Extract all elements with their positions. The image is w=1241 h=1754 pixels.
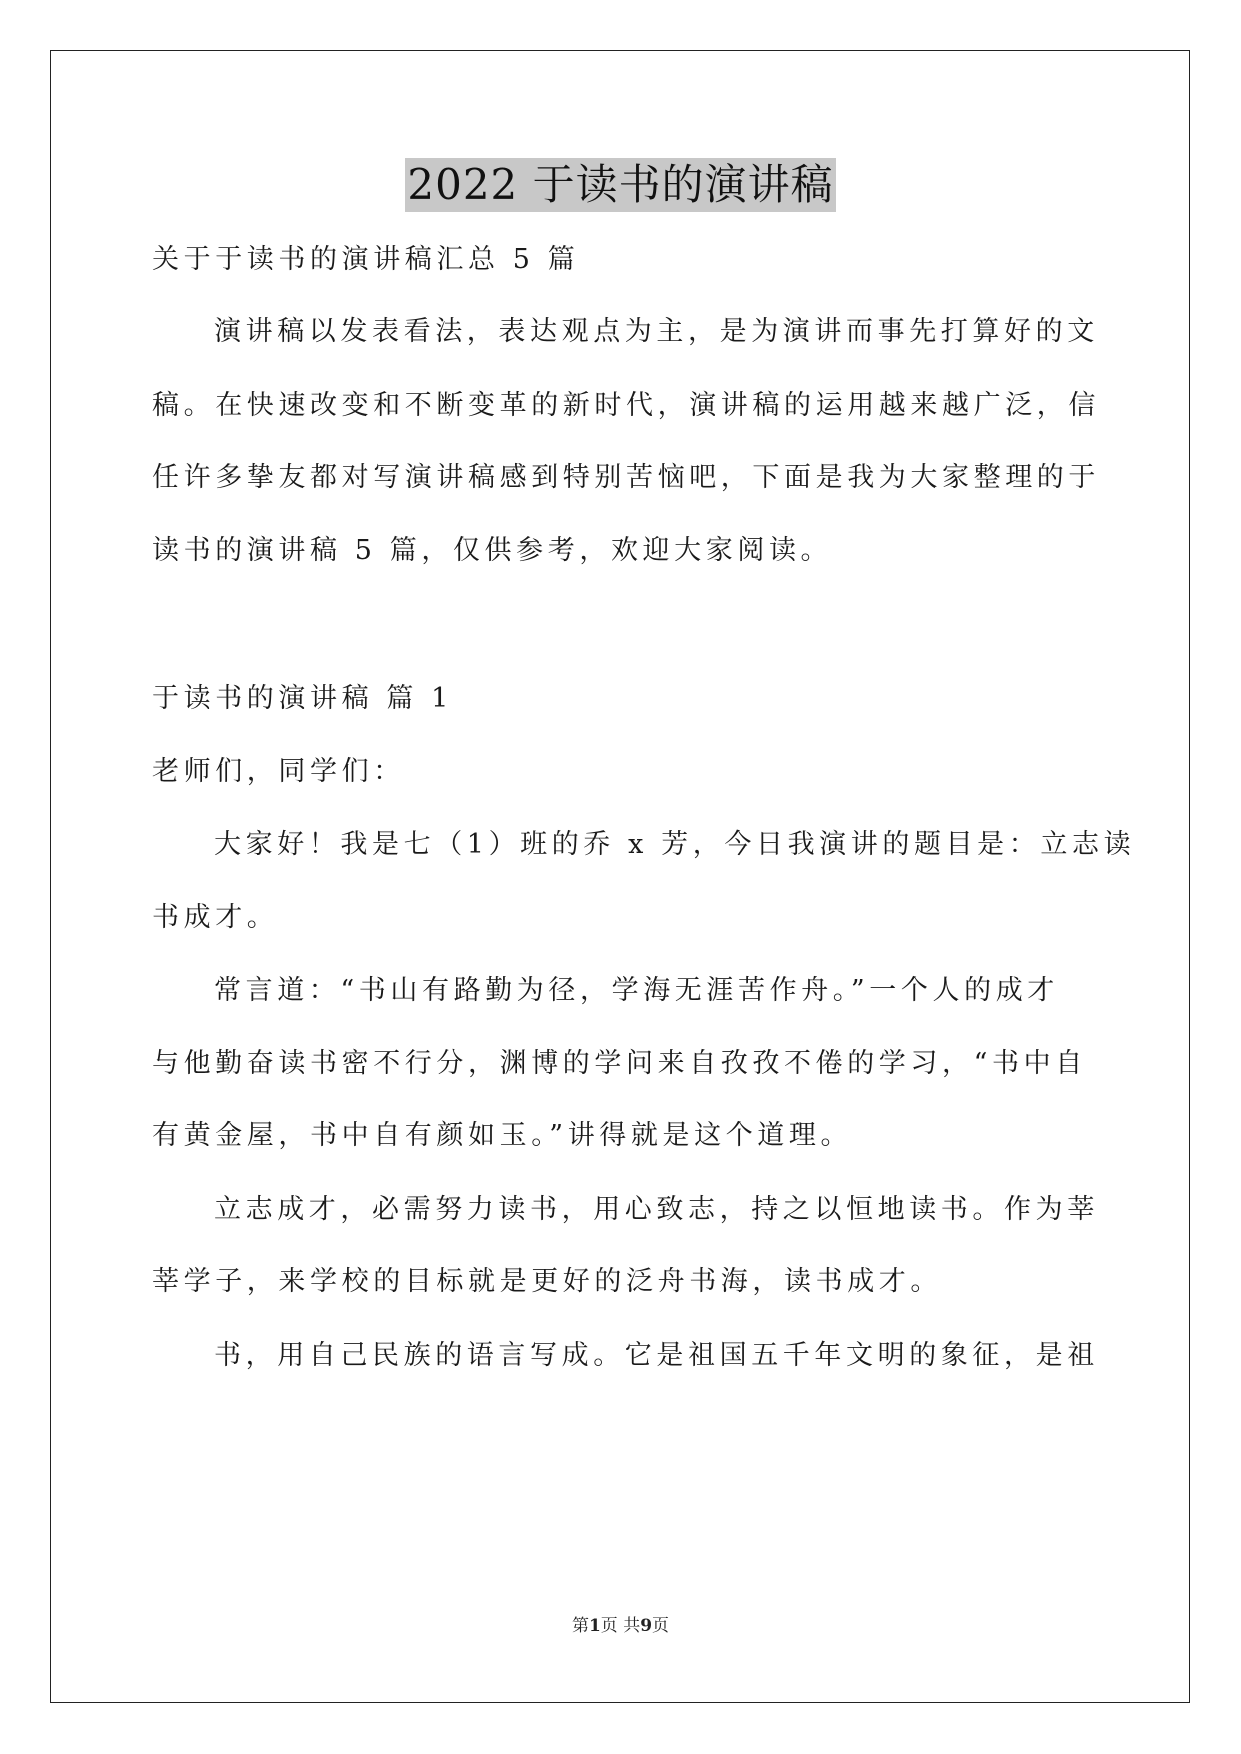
body-line: 书成才。: [152, 902, 279, 933]
page-total: 9: [640, 1616, 653, 1636]
document-title-container: [0, 158, 1241, 212]
body-line: 书，用自己民族的语言写成。它是祖国五千年文明的象征，是祖: [214, 1340, 1099, 1371]
intro-line: 演讲稿以发表看法，表达观点为主，是为演讲而事先打算好的文: [214, 316, 1099, 347]
document-subtitle: 关于于读书的演讲稿汇总 5 篇: [152, 244, 580, 275]
body-line: 大家好！我是七（1）班的乔 x 芳，今日我演讲的题目是：立志读: [214, 829, 1136, 860]
page-suffix: 页: [652, 1616, 670, 1636]
body-line: 与他勤奋读书密不行分，渊博的学问来自孜孜不倦的学习，“书中自: [152, 1048, 1087, 1079]
page-current: 1: [588, 1616, 601, 1636]
greeting: 老师们，同学们：: [152, 756, 405, 787]
document-title: 2022 于读书的演讲稿: [405, 158, 835, 212]
body-line: 有黄金屋，书中自有颜如玉。”讲得就是这个道理。: [152, 1120, 853, 1151]
body-line: 立志成才，必需努力读书，用心致志，持之以恒地读书。作为莘: [214, 1194, 1099, 1225]
page-border: [50, 50, 1190, 1703]
intro-line: 读书的演讲稿 5 篇，仅供参考，欢迎大家阅读。: [152, 535, 833, 566]
page-mid: 页 共: [600, 1616, 641, 1636]
page-prefix: 第: [571, 1616, 589, 1636]
section-heading: 于读书的演讲稿 篇 1: [152, 683, 453, 714]
intro-line: 稿。在快速改变和不断变革的新时代，演讲稿的运用越来越广泛，信: [152, 390, 1100, 421]
body-line: 常言道：“书山有路勤为径，学海无涯苦作舟。”一个人的成才: [214, 975, 1059, 1006]
page-footer: [0, 1611, 1241, 1636]
intro-line: 任许多挚友都对写演讲稿感到特别苦恼吧，下面是我为大家整理的于: [152, 462, 1100, 493]
body-line: 莘学子，来学校的目标就是更好的泛舟书海，读书成才。: [152, 1266, 942, 1297]
